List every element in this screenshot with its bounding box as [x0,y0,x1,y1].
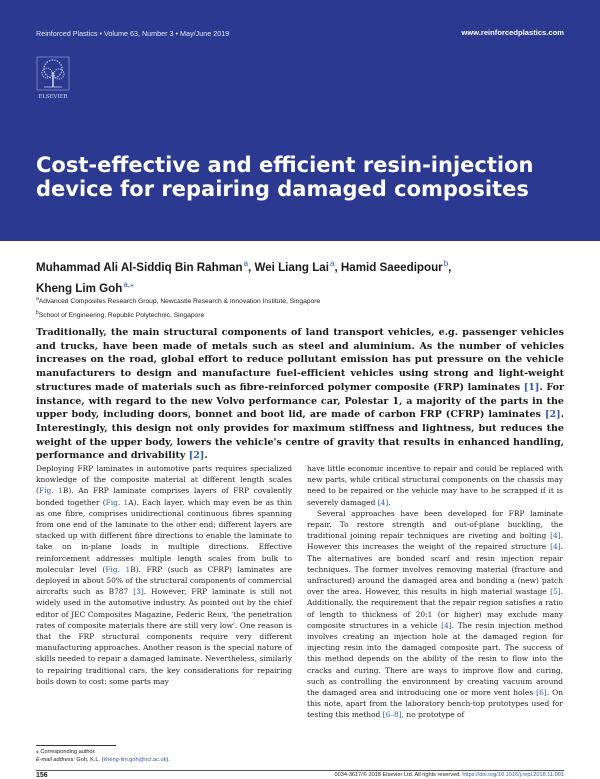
doi-link[interactable]: https://doi.org/10.1016/j.repl.2018.11.001 [462,772,564,778]
journal-website-link[interactable]: www.reinforcedplastics.com [461,28,564,37]
elsevier-logo [36,56,70,102]
author-affiliation-marker[interactable]: a,⁎ [123,279,134,289]
affiliations [36,294,320,321]
author-list: Muhammad Ali Al-Siddiq Bin Rahman$^a$, Wei Liang Lai$^a$, Hamid Saeedipour$^b$, Kheng Lim Goh$^{a,⁎}$ [36,259,452,295]
citation-link[interactable]: [2] [188,450,205,462]
author-email-link[interactable]: kheng-lim.goh@ncl.ac.uk [103,757,167,764]
citation-link[interactable]: [4] [550,531,561,541]
article-title: Cost-effective and efficient resin-injection device for repairing damaged composites [36,153,534,201]
journal-line: Reinforced Plastics • Volume 63, Number 3 • May/June 2019 [36,29,230,38]
elsevier-logo-text: ELSEVIER [38,94,68,100]
affiliation-item: $^a$Advanced Composites Research Group, Newcastle Research & Innovation Institute, Singapore [36,296,321,306]
citation-link[interactable]: [2] [544,409,561,421]
body-column-left [36,463,292,687]
elsevier-tree-icon [36,56,70,102]
body-paragraph: Several approaches have been developed for FRP laminate repair. To restore strength and out-of-plane buckling, the traditional joining repair techniques are riveting and bolting [4]. However this increases the weight of the repaired structure [4]. The alternatives are bonded scarf and resin injection repair techniques. The former involves removing material (fracture and unfractured) around the damaged area and bonding a (new) patch over the area. However, this results in high material wastage [5]. Additionally, the requirement that the repair region satisfies a ratio of length to thickness of 20:1 (or higher) may exclude many composite structures in a vehicle [4]. The resin injection method involves creating an injection hole at the damaged region for injecting resin into the damaged composite part. The success of this method depends on the ability of the resin to flow into the cracks and curing. There are ways to improve flow and curing, such as controlling the environment by creating vacuum around the damaged area and introducing one or more vent holes [6]. On this note, apart from the laboratory bench-top prototypes used for testing this method [6–8], no prototype of [307,508,564,720]
footnote-divider [36,745,116,746]
figure-link[interactable]: Fig. 1 [105,564,131,574]
citation-link[interactable]: [1] [523,381,540,393]
copyright-notice: 0034-3617/© 2018 Elsevier Ltd. All rights reserved. https://doi.org/10.1016/j.repl.2018.11.001 [334,772,564,778]
author-name: Hamid Saeedipour [340,260,443,274]
body-paragraph: have little economic incentive to repair and could be replaced with new parts, while critical structural components on the chassis may need to be repaired or the vehicle may have to be scrapped if it is severely damaged [4]. [307,464,563,507]
page-number: 156 [36,772,48,779]
citation-link[interactable]: [6] [536,688,547,698]
citation-link[interactable]: [4] [441,620,452,630]
body-paragraph: Deploying FRP laminates in automotive parts requires specialized knowledge of the composite material at different length scales (Fig. 1B). An FRP laminate comprises layers of FRP covalently bonded together (Fig. 1A). Each layer, which may even be as thin as one fibre, comprises unidirectional continuous fibres spanning from one end of the laminate to the other end; different layers are stacked up with different fibre directions to enable the laminate to take on in-plane loads in multiple directions. Effective reinforcement addresses multiple length scales from bulk to molecular level (Fig. 1B). FRP (such as CFRP) laminates are deployed in about 50% of the structural components of commercial aircrafts such as B787 [3]. However, FRP laminate is still not widely used in the automotive industry. As pointed out by the chief editor of JEC Composites Magazine, Federic Reux, 'the penetration rates of composite materials there are still very low'. One reason is that the FRP structural components require very different manufacturing approaches. Another reason is the special nature of skills needed to repair a damaged laminate. Nevertheless, similarly to repairing traditional cars, the key considerations for repairing boils down to cost: some parts may [36,464,293,686]
author-name: Kheng Lim Goh [36,281,123,295]
author-affiliation-marker[interactable]: b [443,259,449,268]
abstract: Traditionally, the main structural components of land transport vehicles, e.g. passenger vehicles and trucks, have been made of metals such as steel and aluminium. As the number of vehicles increases on the road, global effort to reduce pollutant emission has put pressure on the vehicle manufacturers to design and manufacture fuel-efficient vehicles using strong and light-weight structures made of materials such as fibre-reinforced polymer composite (FRP) laminates [1]. For instance, with regard to the new Volvo performance car, Polestar 1, a majority of the parts in the upper body, including doors, bonnet and boot lid, are made of carbon FRP (CFRP) laminates [2]. Interestingly, this design not only provides for maximum stiffness and lightness, but reduces the weight of the upper body, lowers the vehicle's centre of gravity that results in enhanced handling, performance and drivability [2]. [36,327,564,462]
affiliation-item: $^b$School of Engineering, Republic Polytechnic, Singapore [36,309,205,319]
footnote: ⁎ Corresponding author. E-mail address: Goh, K.L. (kheng-lim.goh@ncl.ac.uk). [36,749,170,764]
figure-link[interactable]: Fig. 1 [105,497,129,507]
citation-link[interactable]: [5] [550,587,561,597]
author-affiliation-marker[interactable]: a [329,259,335,268]
citation-link[interactable]: [4] [377,497,389,507]
author-name: Muhammad Ali Al-Siddiq Bin Rahman [36,260,243,274]
citation-link[interactable]: [4] [550,542,561,552]
citation-link[interactable]: [3] [133,587,144,597]
corresponding-marker: ⁎ [36,749,39,755]
author-affiliation-marker[interactable]: a [243,259,249,268]
body-column-right [307,463,563,721]
citation-link[interactable]: [6–8] [382,710,402,720]
figure-link[interactable]: Fig. 1 [38,486,63,496]
author-name: Wei Liang Lai [254,260,329,274]
footer-divider [36,770,564,771]
